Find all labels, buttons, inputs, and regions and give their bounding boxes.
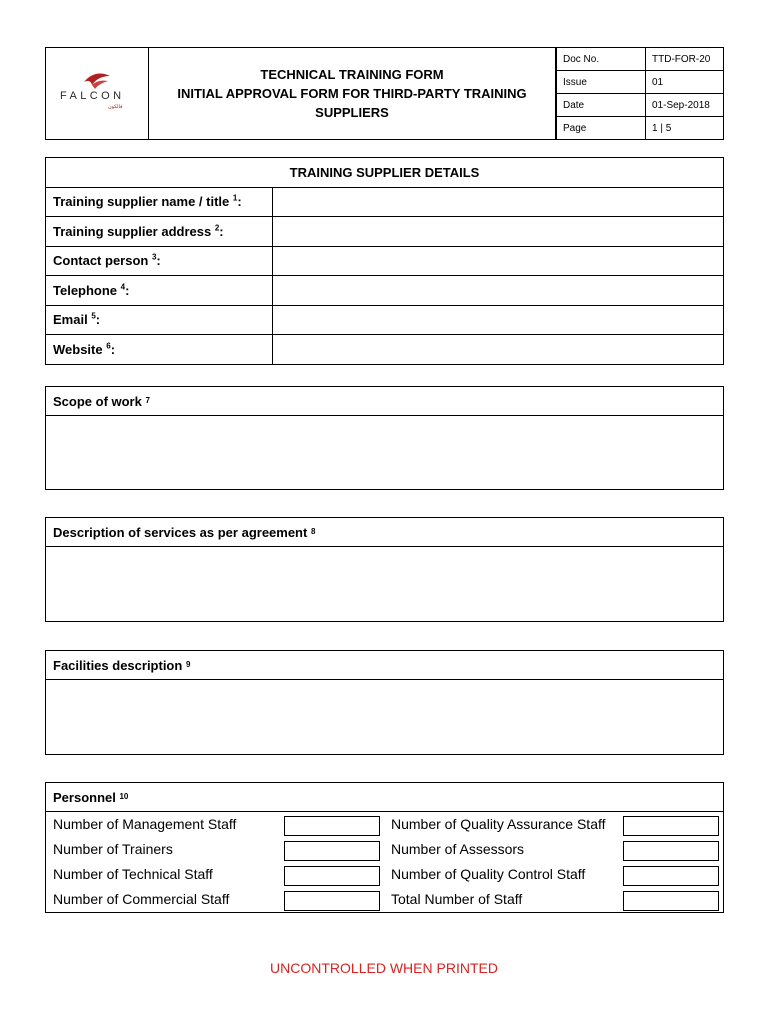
total-staff-input[interactable]	[623, 891, 719, 911]
supplier-name-field[interactable]	[273, 187, 724, 217]
form-title	[149, 48, 556, 139]
title-line: INITIAL APPROVAL FORM FOR THIRD-PARTY TRAINING	[177, 86, 527, 101]
field-label: Number of Technical Staff	[53, 866, 213, 882]
table-row	[46, 187, 724, 217]
meta-label: Issue	[557, 71, 646, 94]
management-staff-input[interactable]	[284, 816, 380, 836]
table-row	[46, 305, 724, 335]
field-label: Training supplier address $^2$:	[46, 217, 273, 247]
field-label: Number of Quality Assurance Staff	[391, 816, 606, 832]
supplier-details-heading: TRAINING SUPPLIER DETAILS	[46, 158, 724, 188]
field-label: Number of Commercial Staff	[53, 891, 230, 907]
facilities-description-section	[45, 650, 724, 755]
logo-subtext: فالكون	[108, 104, 123, 110]
table-row	[46, 276, 724, 306]
table-row	[46, 335, 724, 365]
field-label: Contact person $^3$:	[46, 246, 273, 276]
supplier-address-field[interactable]	[273, 217, 724, 247]
document-meta	[556, 48, 723, 139]
contact-person-field[interactable]	[273, 246, 724, 276]
section-heading: Facilities description 9	[46, 651, 723, 680]
logo-wordmark: FALCON	[60, 90, 125, 102]
table-row	[46, 246, 724, 276]
uncontrolled-notice: UNCONTROLLED WHEN PRINTED	[270, 960, 498, 976]
page-number: 1 | 5	[646, 117, 724, 140]
meta-label: Doc No.	[557, 48, 646, 71]
field-label: Telephone $^4$:	[46, 276, 273, 306]
services-description-section	[45, 517, 724, 622]
supplier-details-table	[45, 157, 724, 365]
field-label: Email $^5$:	[46, 305, 273, 335]
commercial-staff-input[interactable]	[284, 891, 380, 911]
title-line: TECHNICAL TRAINING FORM	[260, 67, 444, 82]
field-label: Number of Trainers	[53, 841, 173, 857]
trainers-input[interactable]	[284, 841, 380, 861]
field-label: Training supplier name / title $^1$:	[46, 187, 273, 217]
facilities-description-field[interactable]	[46, 680, 723, 755]
field-label: Number of Quality Control Staff	[391, 866, 586, 882]
field-label: Number of Management Staff	[53, 816, 237, 832]
scope-of-work-field[interactable]	[46, 416, 723, 490]
qa-staff-input[interactable]	[623, 816, 719, 836]
table-row	[46, 217, 724, 247]
section-heading: Scope of work 7	[46, 387, 723, 416]
section-heading: Description of services as per agreement 8	[46, 518, 723, 547]
doc-date: 01-Sep-2018	[646, 94, 724, 117]
assessors-input[interactable]	[623, 841, 719, 861]
personnel-section	[45, 782, 724, 913]
document-header	[45, 47, 724, 140]
qc-staff-input[interactable]	[623, 866, 719, 886]
services-description-field[interactable]	[46, 547, 723, 622]
section-heading: Personnel 10	[46, 783, 723, 812]
logo-cell	[46, 48, 149, 139]
meta-label: Page	[557, 117, 646, 140]
telephone-field[interactable]	[273, 276, 724, 306]
doc-number: TTD-FOR-20	[646, 48, 724, 71]
field-label: Website $^6$:	[46, 335, 273, 365]
falcon-logo-icon	[82, 70, 112, 90]
email-field[interactable]	[273, 305, 724, 335]
website-field[interactable]	[273, 335, 724, 365]
title-line: SUPPLIERS	[315, 105, 389, 120]
field-label: Number of Assessors	[391, 841, 525, 857]
field-label: Total Number of Staff	[391, 891, 523, 907]
technical-staff-input[interactable]	[284, 866, 380, 886]
issue-number: 01	[646, 71, 724, 94]
meta-label: Date	[557, 94, 646, 117]
scope-of-work-section	[45, 386, 724, 490]
